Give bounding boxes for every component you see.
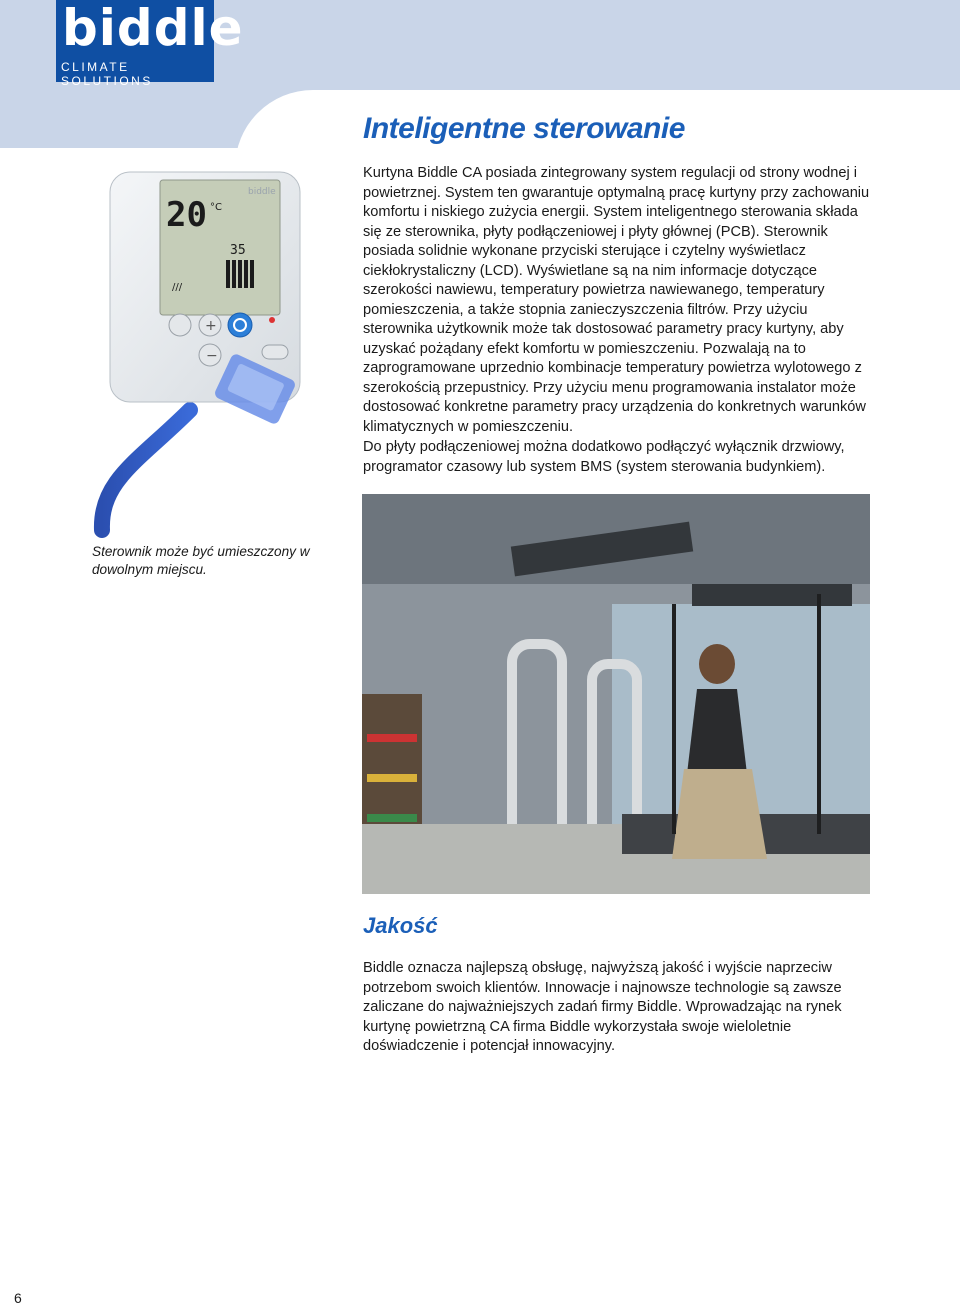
power-button [228,313,252,337]
store-entrance-photo [362,494,870,894]
biddle-logo [56,0,244,88]
section-title-quality: Jakość [363,913,438,938]
section-title-control: Inteligentne sterowanie [363,112,685,145]
minus-icon: − [206,348,218,364]
controller-device-image [80,160,330,540]
device-brand-mark: biddle [248,187,276,197]
lcd-temperature: 20 [166,195,207,235]
lcd-unit: °C [210,202,222,213]
lcd-secondary: 35 [230,243,246,258]
device-caption: Sterownik może być umieszczony w dowolnym miejscu. [92,544,310,577]
logo-wordmark: biddle [62,0,244,57]
paragraph-control-1: Kurtyna Biddle CA posiada zintegrowany system regulacji od strony wodnej i powietrznej. System ten gwarantuje optymalną pracę kurtyny przy zachowaniu komfortu i niskiego zużycia energii. System inteligentnego sterowania składa się ze sterownika, płyty podłączeniowej i płyty głównej (PCB). Sterownik posiada solidnie wykonane przyciski sterujące i czytelny wyświetlacz ciekłokrystaliczny (LCD). Wyświetlane są na nim informacje dotyczące szerokości nawiewu, temperatury powietrza nawiewanego, temperatury pomieszczenia, a także stopnia zanieczyszczenia filtrów. Przy użyciu sterownika użytkownik może tak dostosować parametry pracy kurtyny, aby uzyskać pożądany efekt komfortu w pomieszczeniu. Pozwalają na to zaprogramowane uprzednio kombinacje temperatury powietrza wylotowego z szerokością przepustnicy. Przy użyciu menu programowania instalator może dostosować konkretne parametry pracy urządzenia do konkretnych warunków klimatycznych w pomieszczeniu. [363,165,870,435]
paragraph-quality: Biddle oznacza najlepszą obsługę, najwyższą jakość i wyjście naprzeciw potrzebom swoich klientów. Innowacje i najnowsze technologie są zawsze zaliczane do najważniejszych zadań firmy Biddle. Wprowadzając na rynek kurtynę powietrzną CA firma Biddle wykorzystała swoje wieloletnie doświadczenie i potencjał innowacyjny. [363,960,842,1054]
lcd-heat-icon: /// [172,282,183,293]
paragraph-control-2: Do płyty podłączeniowej można dodatkowo podłączyć wyłącznik drzwiowy, programator czasowy lub system BMS (system sterowania budynkiem). [363,439,845,475]
status-led [269,317,275,323]
menu-button [262,345,288,359]
page-number: 6 [14,1290,22,1306]
heat-button [169,314,191,336]
plus-icon: + [205,318,217,334]
logo-tagline: CLIMATE SOLUTIONS [61,60,153,88]
